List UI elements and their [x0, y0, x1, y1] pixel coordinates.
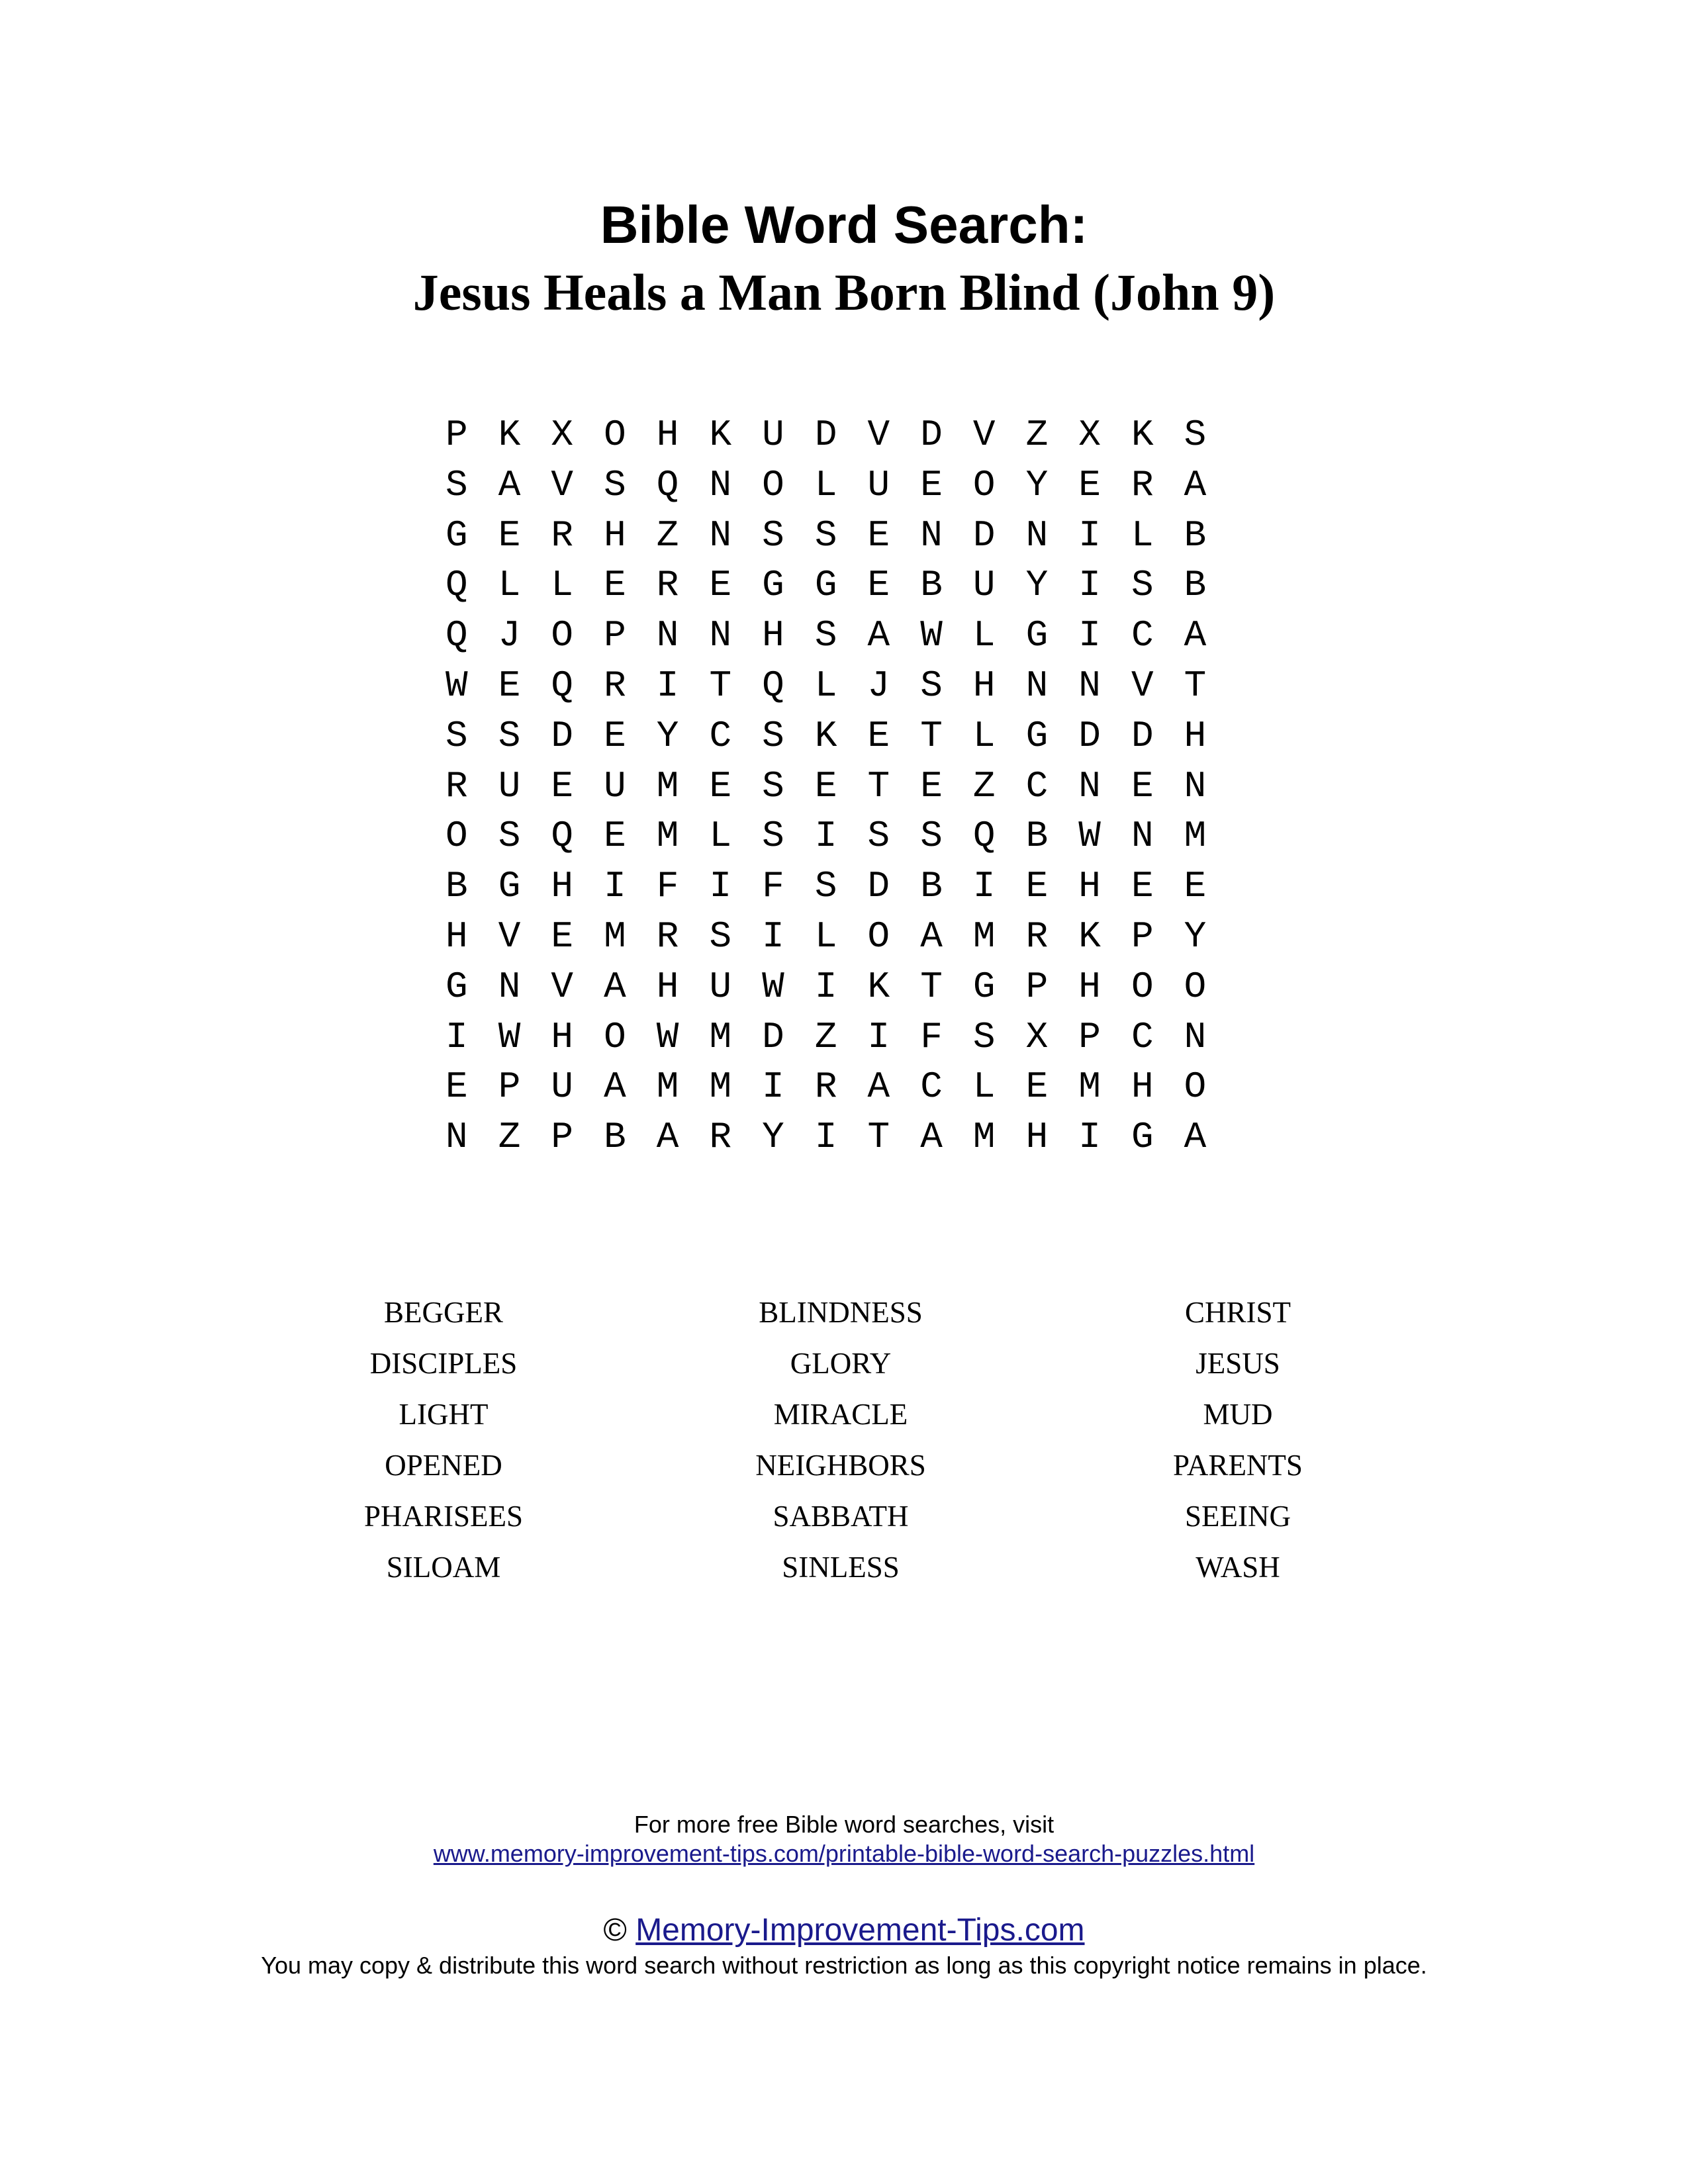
- word-item: BLINDNESS: [759, 1296, 923, 1329]
- grid-letter: P: [498, 1066, 521, 1109]
- grid-letter: L: [814, 463, 837, 506]
- grid-letter: S: [762, 764, 784, 807]
- grid-letter: S: [445, 463, 468, 506]
- grid-letter: S: [1184, 414, 1207, 456]
- grid-row: [430, 611, 1221, 661]
- grid-letter: R: [1131, 463, 1154, 506]
- grid-letter: P: [445, 414, 468, 456]
- grid-row: [430, 1062, 1221, 1113]
- grid-letter: B: [1025, 815, 1049, 858]
- grid-letter: Q: [445, 614, 468, 657]
- grid-letter: L: [814, 664, 837, 707]
- grid-letter: M: [1184, 815, 1207, 858]
- grid-letter: U: [498, 764, 521, 807]
- grid-letter: I: [1078, 1116, 1101, 1159]
- grid-letter: G: [445, 514, 468, 557]
- grid-letter: O: [445, 815, 468, 858]
- grid-letter: L: [972, 714, 996, 757]
- grid-letter: O: [867, 915, 890, 958]
- grid-letter: K: [709, 414, 732, 456]
- grid-letter: B: [920, 564, 943, 607]
- grid-letter: Z: [814, 1015, 837, 1058]
- grid-letter: I: [762, 915, 784, 958]
- grid-letter: R: [814, 1066, 837, 1109]
- grid-letter: O: [604, 414, 626, 456]
- grid-letter: B: [604, 1116, 626, 1159]
- grid-letter: I: [709, 865, 732, 908]
- grid-letter: V: [972, 414, 996, 456]
- word-item: SINLESS: [782, 1551, 900, 1584]
- grid-letter: R: [656, 915, 679, 958]
- word-item: BEGGER: [384, 1296, 503, 1329]
- grid-letter: D: [867, 865, 890, 908]
- grid-letter: E: [604, 564, 626, 607]
- grid-letter: G: [498, 865, 521, 908]
- grid-letter: O: [1131, 965, 1154, 1008]
- grid-letter: E: [709, 564, 732, 607]
- grid-letter: B: [1184, 564, 1207, 607]
- grid-letter: S: [498, 714, 521, 757]
- grid-letter: S: [972, 1015, 996, 1058]
- grid-letter: D: [551, 714, 574, 757]
- grid-letter: Z: [498, 1116, 521, 1159]
- grid-letter: Y: [1025, 564, 1049, 607]
- grid-letter: W: [498, 1015, 521, 1058]
- footer-notice: You may copy & distribute this word search without restriction as long as this copyright notice remains in place.: [261, 1952, 1427, 1979]
- grid-letter: V: [1131, 664, 1154, 707]
- grid-letter: N: [656, 614, 679, 657]
- grid-letter: R: [656, 564, 679, 607]
- grid-letter: I: [972, 865, 996, 908]
- copyright-symbol: ©: [603, 1913, 627, 1948]
- grid-letter: K: [814, 714, 837, 757]
- grid-letter: E: [551, 915, 574, 958]
- grid-letter: S: [604, 463, 626, 506]
- grid-letter: G: [762, 564, 784, 607]
- grid-letter: L: [709, 815, 732, 858]
- grid-letter: A: [867, 614, 890, 657]
- grid-letter: N: [709, 463, 732, 506]
- grid-letter: L: [972, 614, 996, 657]
- grid-letter: H: [1078, 965, 1101, 1008]
- grid-letter: V: [551, 463, 574, 506]
- grid-letter: R: [445, 764, 468, 807]
- grid-letter: Q: [972, 815, 996, 858]
- grid-letter: Q: [762, 664, 784, 707]
- grid-letter: D: [762, 1015, 784, 1058]
- grid-letter: L: [498, 564, 521, 607]
- word-item: CHRIST: [1184, 1296, 1291, 1329]
- grid-letter: C: [1131, 614, 1154, 657]
- word-item: SEEING: [1185, 1500, 1291, 1533]
- grid-row: [430, 762, 1221, 812]
- word-item: SABBATH: [773, 1500, 909, 1533]
- grid-letter: R: [551, 514, 574, 557]
- grid-letter: P: [1078, 1015, 1101, 1058]
- grid-letter: Z: [1025, 414, 1049, 456]
- grid-letter: E: [1131, 764, 1154, 807]
- grid-row: [430, 1013, 1221, 1063]
- grid-letter: S: [814, 865, 837, 908]
- grid-letter: C: [709, 714, 732, 757]
- grid-letter: A: [867, 1066, 890, 1109]
- grid-row: [430, 811, 1221, 862]
- grid-letter: N: [1131, 815, 1154, 858]
- grid-letter: J: [498, 614, 521, 657]
- grid-letter: W: [445, 664, 468, 707]
- grid-letter: S: [709, 915, 732, 958]
- grid-letter: Z: [656, 514, 679, 557]
- grid-letter: C: [1025, 764, 1049, 807]
- word-column-2: [669, 1287, 1013, 1593]
- word-item: MUD: [1203, 1398, 1273, 1431]
- grid-letter: G: [1025, 714, 1049, 757]
- grid-letter: M: [656, 1066, 679, 1109]
- grid-letter: O: [762, 463, 784, 506]
- word-item: PARENTS: [1173, 1449, 1303, 1482]
- grid-letter: P: [551, 1116, 574, 1159]
- grid-letter: A: [656, 1116, 679, 1159]
- grid-row: [430, 912, 1221, 962]
- grid-letter: I: [604, 865, 626, 908]
- grid-row: [430, 711, 1221, 762]
- grid-letter: S: [814, 514, 837, 557]
- grid-letter: S: [445, 714, 468, 757]
- grid-letter: I: [762, 1066, 784, 1109]
- grid-letter: C: [920, 1066, 943, 1109]
- grid-letter: V: [498, 915, 521, 958]
- grid-letter: E: [604, 815, 626, 858]
- page-title: Bible Word Search:: [600, 195, 1088, 254]
- grid-letter: H: [1025, 1116, 1049, 1159]
- grid-letter: S: [762, 514, 784, 557]
- word-item: LIGHT: [399, 1398, 489, 1431]
- grid-letter: H: [445, 915, 468, 958]
- grid-row: [430, 561, 1221, 611]
- grid-letter: E: [1025, 1066, 1049, 1109]
- grid-letter: O: [551, 614, 574, 657]
- grid-letter: U: [551, 1066, 574, 1109]
- grid-letter: N: [709, 514, 732, 557]
- grid-letter: I: [1078, 564, 1101, 607]
- grid-letter: S: [920, 815, 943, 858]
- grid-letter: P: [1131, 915, 1154, 958]
- grid-letter: X: [551, 414, 574, 456]
- grid-letter: M: [656, 764, 679, 807]
- grid-letter: O: [604, 1015, 626, 1058]
- word-item: GLORY: [790, 1347, 892, 1380]
- grid-letter: M: [604, 915, 626, 958]
- grid-row: [430, 862, 1221, 912]
- grid-letter: D: [1131, 714, 1154, 757]
- grid-letter: T: [1184, 664, 1207, 707]
- grid-letter: P: [604, 614, 626, 657]
- grid-letter: M: [972, 915, 996, 958]
- grid-letter: M: [709, 1015, 732, 1058]
- word-item: SILOAM: [386, 1551, 501, 1584]
- grid-letter: A: [1184, 614, 1207, 657]
- grid-letter: B: [445, 865, 468, 908]
- grid-letter: I: [656, 664, 679, 707]
- grid-letter: H: [1078, 865, 1101, 908]
- grid-letter: A: [498, 463, 521, 506]
- grid-letter: N: [709, 614, 732, 657]
- grid-letter: N: [1025, 664, 1049, 707]
- grid-letter: T: [867, 1116, 890, 1159]
- grid-letter: T: [920, 714, 943, 757]
- footer-visit-text: For more free Bible word searches, visit: [633, 1811, 1055, 1838]
- grid-letter: B: [920, 865, 943, 908]
- grid-letter: W: [656, 1015, 679, 1058]
- grid-letter: I: [814, 815, 837, 858]
- grid-letter: A: [1184, 1116, 1207, 1159]
- grid-letter: U: [867, 463, 890, 506]
- grid-letter: F: [656, 865, 679, 908]
- grid-letter: E: [867, 564, 890, 607]
- grid-letter: H: [762, 614, 784, 657]
- grid-letter: K: [498, 414, 521, 456]
- grid-letter: N: [498, 965, 521, 1008]
- grid-letter: D: [1078, 714, 1101, 757]
- grid-letter: H: [1131, 1066, 1154, 1109]
- grid-letter: K: [867, 965, 890, 1008]
- grid-letter: N: [1184, 1015, 1207, 1058]
- grid-letter: D: [814, 414, 837, 456]
- grid-letter: F: [762, 865, 784, 908]
- grid-letter: A: [604, 965, 626, 1008]
- grid-letter: G: [1025, 614, 1049, 657]
- grid-letter: I: [867, 1015, 890, 1058]
- grid-letter: R: [1025, 915, 1049, 958]
- grid-letter: I: [814, 965, 837, 1008]
- grid-letter: E: [1131, 865, 1154, 908]
- grid-letter: G: [972, 965, 996, 1008]
- grid-letter: W: [762, 965, 784, 1008]
- grid-letter: A: [604, 1066, 626, 1109]
- page-subtitle: Jesus Heals a Man Born Blind (John 9): [412, 263, 1276, 321]
- grid-letter: Q: [656, 463, 679, 506]
- grid-letter: Z: [972, 764, 996, 807]
- word-item: JESUS: [1196, 1347, 1280, 1380]
- grid-letter: E: [814, 764, 837, 807]
- grid-letter: L: [551, 564, 574, 607]
- grid-letter: S: [762, 714, 784, 757]
- grid-letter: U: [604, 764, 626, 807]
- grid-letter: S: [920, 664, 943, 707]
- grid-row: [430, 511, 1221, 561]
- grid-letter: R: [709, 1116, 732, 1159]
- grid-letter: H: [551, 1015, 574, 1058]
- grid-letter: O: [1184, 1066, 1207, 1109]
- grid-letter: E: [867, 714, 890, 757]
- word-column-3: [1066, 1287, 1410, 1593]
- word-item: OPENED: [385, 1449, 502, 1482]
- grid-letter: E: [445, 1066, 468, 1109]
- grid-letter: F: [920, 1015, 943, 1058]
- grid-letter: Y: [1025, 463, 1049, 506]
- grid-letter: V: [551, 965, 574, 1008]
- grid-letter: H: [1184, 714, 1207, 757]
- grid-letter: L: [814, 915, 837, 958]
- grid-letter: L: [1131, 514, 1154, 557]
- grid-letter: N: [920, 514, 943, 557]
- grid-letter: O: [972, 463, 996, 506]
- grid-letter: E: [498, 664, 521, 707]
- grid-letter: M: [709, 1066, 732, 1109]
- grid-letter: E: [1078, 463, 1101, 506]
- grid-letter: I: [1078, 514, 1101, 557]
- grid-letter: A: [920, 915, 943, 958]
- grid-letter: N: [1184, 764, 1207, 807]
- grid-row: [430, 962, 1221, 1013]
- grid-letter: J: [867, 664, 890, 707]
- grid-letter: W: [1078, 815, 1101, 858]
- grid-letter: O: [1184, 965, 1207, 1008]
- grid-letter: H: [604, 514, 626, 557]
- grid-letter: E: [604, 714, 626, 757]
- grid-letter: K: [1078, 915, 1101, 958]
- grid-letter: G: [445, 965, 468, 1008]
- grid-letter: E: [920, 463, 943, 506]
- grid-letter: T: [920, 965, 943, 1008]
- word-item: WASH: [1196, 1551, 1280, 1584]
- grid-row: [430, 461, 1221, 511]
- grid-letter: W: [920, 614, 943, 657]
- grid-letter: N: [445, 1116, 468, 1159]
- word-column-1: [271, 1287, 616, 1593]
- grid-letter: Y: [762, 1116, 784, 1159]
- grid-letter: M: [972, 1116, 996, 1159]
- grid-letter: H: [656, 965, 679, 1008]
- grid-row: [430, 410, 1221, 461]
- grid-letter: E: [551, 764, 574, 807]
- grid-letter: R: [604, 664, 626, 707]
- grid-letter: M: [1078, 1066, 1101, 1109]
- grid-letter: C: [1131, 1015, 1154, 1058]
- grid-letter: Y: [656, 714, 679, 757]
- word-item: MIRACLE: [773, 1398, 908, 1431]
- grid-letter: E: [1184, 865, 1207, 908]
- grid-letter: H: [551, 865, 574, 908]
- word-item: NEIGHBORS: [755, 1449, 926, 1482]
- grid-letter: D: [920, 414, 943, 456]
- grid-letter: E: [498, 514, 521, 557]
- grid-letter: I: [814, 1116, 837, 1159]
- grid-letter: L: [972, 1066, 996, 1109]
- grid-letter: X: [1025, 1015, 1049, 1058]
- grid-letter: E: [867, 514, 890, 557]
- grid-letter: S: [1131, 564, 1154, 607]
- grid-letter: T: [867, 764, 890, 807]
- grid-row: [430, 1113, 1221, 1163]
- grid-letter: U: [972, 564, 996, 607]
- grid-letter: S: [814, 614, 837, 657]
- grid-letter: E: [920, 764, 943, 807]
- grid-letter: N: [1078, 664, 1101, 707]
- grid-letter: M: [656, 815, 679, 858]
- grid-letter: H: [656, 414, 679, 456]
- grid-letter: X: [1078, 414, 1101, 456]
- grid-letter: G: [814, 564, 837, 607]
- grid-letter: E: [1025, 865, 1049, 908]
- letter-grid: [430, 410, 1221, 1163]
- word-item: DISCIPLES: [369, 1347, 518, 1380]
- grid-letter: S: [762, 815, 784, 858]
- grid-letter: G: [1131, 1116, 1154, 1159]
- site-link[interactable]: Memory-Improvement-Tips.com: [635, 1913, 1085, 1948]
- grid-letter: H: [972, 664, 996, 707]
- grid-row: [430, 661, 1221, 711]
- grid-letter: D: [972, 514, 996, 557]
- grid-letter: I: [1078, 614, 1101, 657]
- grid-letter: E: [709, 764, 732, 807]
- grid-letter: K: [1131, 414, 1154, 456]
- grid-letter: N: [1025, 514, 1049, 557]
- grid-letter: T: [709, 664, 732, 707]
- grid-letter: Y: [1184, 915, 1207, 958]
- grid-letter: S: [867, 815, 890, 858]
- grid-letter: V: [867, 414, 890, 456]
- grid-letter: Q: [445, 564, 468, 607]
- grid-letter: A: [1184, 463, 1207, 506]
- grid-letter: U: [762, 414, 784, 456]
- word-item: PHARISEES: [363, 1500, 524, 1533]
- grid-letter: P: [1025, 965, 1049, 1008]
- grid-letter: S: [498, 815, 521, 858]
- grid-letter: I: [445, 1015, 468, 1058]
- grid-letter: U: [709, 965, 732, 1008]
- grid-letter: Q: [551, 815, 574, 858]
- grid-letter: N: [1078, 764, 1101, 807]
- grid-letter: A: [920, 1116, 943, 1159]
- footer-url-link[interactable]: www.memory-improvement-tips.com/printable-bible-word-search-puzzles.html: [433, 1840, 1255, 1867]
- footer-copyright: [0, 1911, 1688, 1950]
- grid-letter: Q: [551, 664, 574, 707]
- grid-letter: B: [1184, 514, 1207, 557]
